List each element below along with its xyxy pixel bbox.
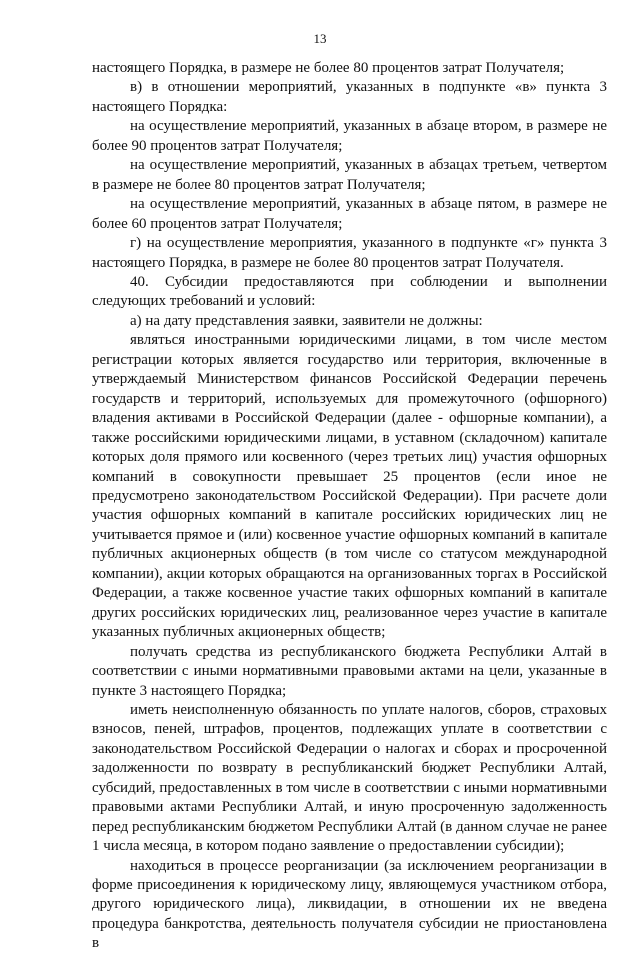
paragraph-subitem-a: а) на дату представления заявки, заявители не должны: <box>130 312 483 329</box>
paragraph-subitem-v-1: на осуществление мероприятий, указанных в абзаце втором, в размере не более 90 процентов затрат Получателя; <box>92 118 607 154</box>
paragraph-subitem-v: в) в отношении мероприятий, указанных в подпункте «в» пункта 3 настоящего Порядка: <box>92 79 607 115</box>
paragraph-subitem-v-2: на осуществление мероприятий, указанных в абзацах третьем, четвертом в размере не более 80 процентов затрат Получателя; <box>92 157 607 193</box>
paragraph-continuation: настоящего Порядка, в размере не более 80 процентов затрат Получателя; <box>92 60 565 76</box>
paragraph-subitem-g: г) на осуществление мероприятия, указанного в подпункте «г» пункта 3 настоящего Порядка, в размере не более 80 процентов затрат Получателя. <box>92 235 607 271</box>
paragraph-clause-40: 40. Субсидии предоставляются при соблюдении и выполнении следующих требований и условий: <box>92 273 607 310</box>
paragraph-budget-funds-condition: получать средства из республиканского бюджета Республики Алтай в соответствии с иными нормативными правовыми актами на цели, указанные в пункте 3 настоящего Порядка; <box>92 643 607 699</box>
paragraph-tax-debt-condition: иметь неисполненную обязанность по уплате налогов, сборов, страховых взносов, пеней, штрафов, процентов, подлежащих уплате в соответствии с законодательством Российской Федерации о налогах и сборах и просроченной задолженности по возврату в республиканский бюджет Республики Алтай, субсидий, предоставленных в том числе в соответствии с иными нормативными правовыми актами Республики Алтай, и иную просроченную задолженность перед республиканским бюджетом Республики Алтай (в данном случае не ранее 1 числа месяца, в котором подано заявление о предоставлении субсидии); <box>92 701 607 855</box>
page-number: 13 <box>313 31 327 46</box>
paragraph-subitem-v-3: на осуществление мероприятий, указанных в абзаце пятом, в размере не более 60 процентов затрат Получателя; <box>92 196 607 232</box>
document-body <box>92 59 607 954</box>
paragraph-reorganization-condition: находиться в процессе реорганизации (за исключением реорганизации в форме присоединения к юридическому лицу, являющемуся участником отбора, другого юридического лица), ликвидации, в отношении их не введена процедура банкротства, деятельность получателя субсидии не приостановлена в <box>92 857 607 952</box>
paragraph-offshore-condition: являться иностранными юридическими лицами, в том числе местом регистрации которых является государство или территория, включенные в утверждаемый Министерством финансов Российской Федерации перечень государств и территорий, используемых для промежуточного (офшорного) владения активами в Российской Федерации (далее - офшорные компании), а также российскими юридическими лицами, в уставном (складочном) капитале которых доля прямого или косвенного (через третьих лиц) участия офшорных компаний в совокупности превышает 25 процентов (если иное не предусмотрено законодательством Российской Федерации). При расчете доли участия офшорных компаний в капитале российских юридических лиц не учитывается прямое и (или) косвенное участие офшорных компаний в капитале публичных акционерных обществ (в том числе со статусом международной компании), акции которых обращаются на организованных торгах в Российской Федерации, а также косвенное участие таких офшорных компаний в капитале других российских юридических лиц, реализованное через участие в капитале указанных публичных акционерных обществ; <box>92 332 607 641</box>
